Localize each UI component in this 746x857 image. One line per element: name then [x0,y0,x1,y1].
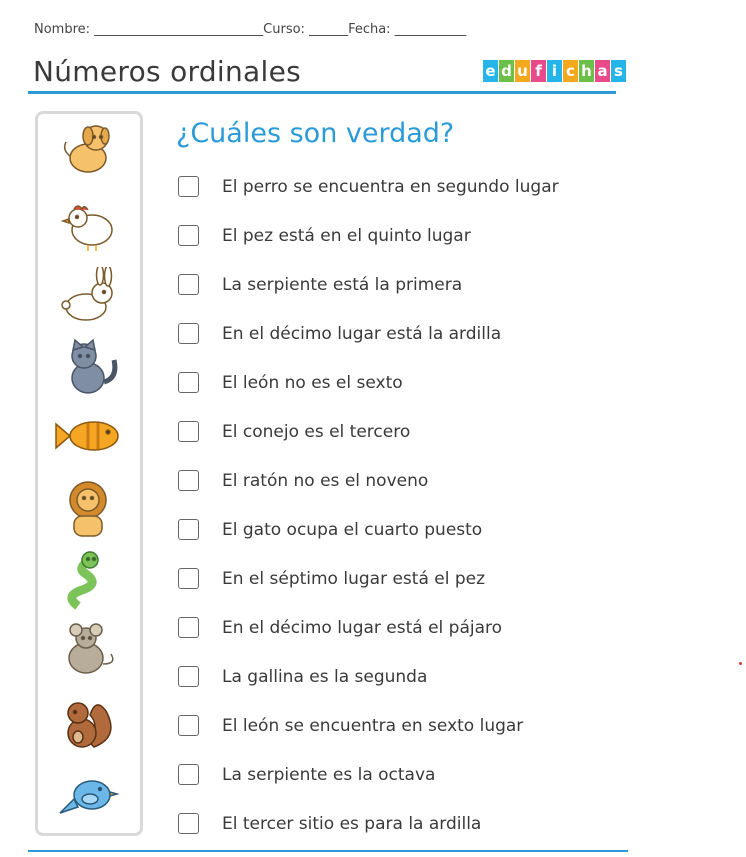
statement-text: La serpiente es la octava [222,764,436,785]
logo-letter: c [563,60,578,82]
statement-checkbox[interactable] [178,813,199,834]
bottom-divider [28,850,628,852]
statement-checkbox[interactable] [178,225,199,246]
statement-text: La gallina es la segunda [222,666,428,687]
bird-icon [48,765,128,825]
statement-item [178,162,559,211]
statement-checkbox[interactable] [178,421,199,442]
squirrel-icon [48,693,128,753]
statement-text: En el séptimo lugar está el pez [222,568,486,589]
statement-item [178,407,559,456]
logo-letter: h [579,60,594,82]
statement-text: El gato ocupa el cuarto puesto [222,519,483,540]
statement-text: La serpiente está la primera [222,274,463,295]
statement-item [178,309,559,358]
statement-item [178,260,559,309]
statement-checkbox[interactable] [178,274,199,295]
statement-text: El pez está en el quinto lugar [222,225,471,246]
statement-checkbox[interactable] [178,176,199,197]
edufichas-logo [483,60,626,82]
hen-icon [48,196,128,256]
statement-item [178,750,559,799]
logo-letter: i [547,60,562,82]
dog-icon [48,118,128,178]
statement-item [178,505,559,554]
statement-item [178,652,559,701]
statement-text: El león se encuentra en sexto lugar [222,715,524,736]
statement-item [178,456,559,505]
cat-icon [48,338,128,398]
lion-icon [48,478,128,538]
statement-text: El león no es el sexto [222,372,403,393]
stray-dot [739,662,742,665]
statement-text: El perro se encuentra en segundo lugar [222,176,559,197]
logo-letter: a [595,60,610,82]
question-heading: ¿Cuáles son verdad? [176,118,455,149]
snake-icon [48,550,128,610]
statement-text: El conejo es el tercero [222,421,411,442]
statement-item [178,211,559,260]
fish-icon [48,406,128,466]
title-divider [28,91,616,94]
statement-checkbox[interactable] [178,568,199,589]
statement-item [178,603,559,652]
statement-item [178,358,559,407]
statement-checkbox[interactable] [178,764,199,785]
logo-letter: u [515,60,530,82]
statement-text: El ratón no es el noveno [222,470,429,491]
worksheet-title: Números ordinales [33,55,302,88]
statement-item [178,701,559,750]
statement-item [178,554,559,603]
statement-text: En el décimo lugar está el pájaro [222,617,503,638]
statement-text: El tercer sitio es para la ardilla [222,813,482,834]
statement-checkbox[interactable] [178,470,199,491]
statement-checkbox[interactable] [178,617,199,638]
statement-checkbox[interactable] [178,666,199,687]
statement-list [178,162,559,848]
logo-letter: d [499,60,514,82]
statement-checkbox[interactable] [178,519,199,540]
statement-checkbox[interactable] [178,323,199,344]
statement-checkbox[interactable] [178,715,199,736]
student-info-line: Nombre: __________________________Curso: ______Fecha: ___________ [34,22,467,37]
statement-text: En el décimo lugar está la ardilla [222,323,502,344]
logo-letter: s [611,60,626,82]
logo-letter: f [531,60,546,82]
statement-checkbox[interactable] [178,372,199,393]
mouse-icon [48,620,128,680]
logo-letter: e [483,60,498,82]
statement-item [178,799,559,848]
rabbit-icon [48,267,128,327]
